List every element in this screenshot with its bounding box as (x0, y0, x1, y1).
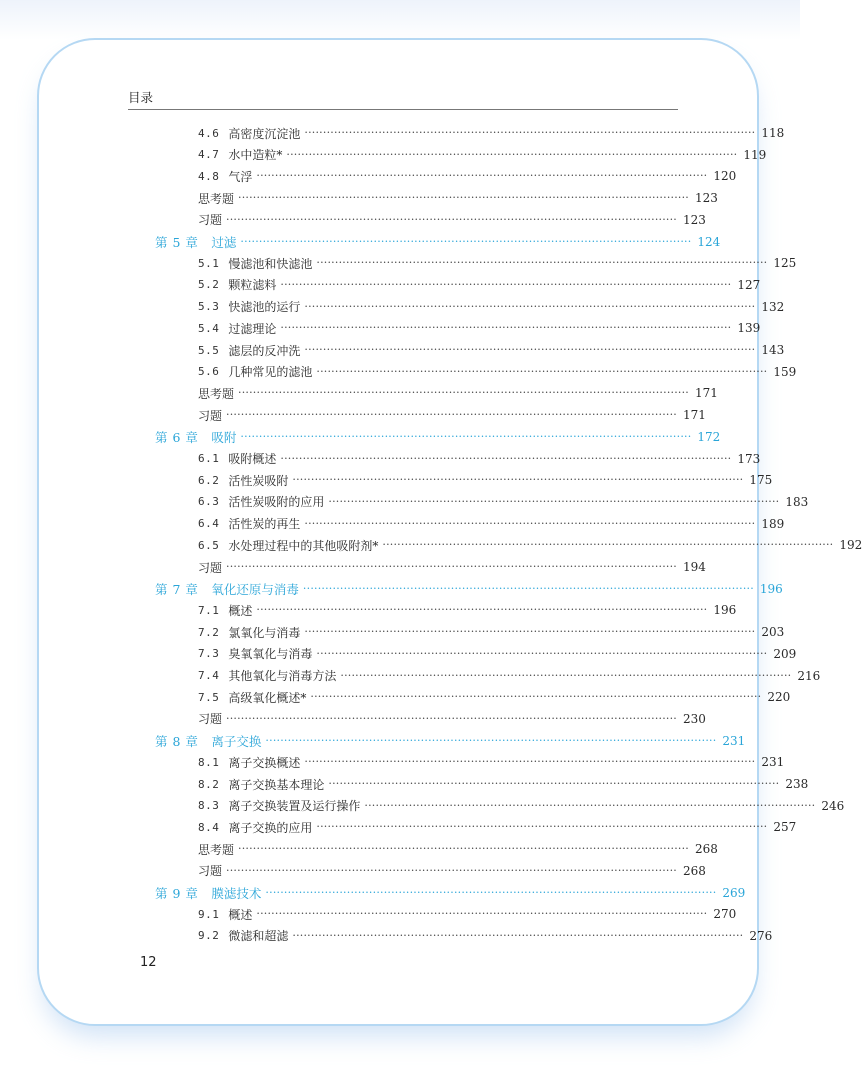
toc-title: 离子交换基本理论 (228, 777, 325, 792)
toc-number: 5.5 (198, 343, 220, 357)
toc-number: 7.2 (198, 625, 220, 639)
toc-page-number: 118 (761, 126, 785, 140)
toc-leader-dots: ·························································································································· (304, 126, 756, 139)
toc-page-number: 276 (749, 928, 773, 943)
toc-title: 离子交换 (211, 733, 262, 749)
toc-leader-dots: ·························································································································· (265, 885, 717, 899)
toc-number: 5.1 (198, 256, 220, 270)
toc-item-entry[interactable] (198, 556, 706, 578)
toc-number: 第 6 章 (155, 429, 199, 445)
toc-number: 4.8 (198, 169, 220, 183)
toc-page-number: 194 (683, 560, 706, 574)
toc-section-entry[interactable] (198, 144, 767, 166)
toc-title: 离子交换概述 (228, 755, 301, 770)
toc-page-number: 209 (773, 646, 797, 661)
toc-title: 离子交换的应用 (228, 820, 313, 835)
toc-page-number: 139 (737, 321, 761, 336)
toc-title: 气浮 (228, 169, 253, 184)
toc-page-number: 269 (722, 885, 746, 900)
toc-chapter-entry[interactable] (155, 882, 746, 904)
toc-page-number: 231 (761, 755, 785, 770)
toc-number: 8.2 (198, 777, 220, 791)
toc-title: 习题 (198, 712, 223, 727)
toc-title: 慢滤池和快滤池 (228, 256, 313, 271)
toc-section-entry[interactable] (198, 469, 773, 491)
toc-title: 习题 (198, 864, 223, 879)
toc-title: 活性炭吸附的应用 (228, 495, 325, 510)
toc-page-number: 183 (785, 494, 809, 509)
toc-number: 第 8 章 (155, 733, 199, 749)
toc-section-entry[interactable] (198, 252, 797, 274)
toc-page-number: 230 (683, 711, 706, 726)
toc-number: 6.2 (198, 473, 220, 487)
toc-leader-dots: ·························································································································· (340, 668, 792, 682)
toc-title: 离子交换装置及运行操作 (228, 799, 361, 814)
toc-section-entry[interactable] (198, 686, 791, 708)
toc-leader-dots: ·························································································································· (256, 907, 708, 921)
toc-number: 6.1 (198, 452, 220, 465)
toc-chapter-entry[interactable] (155, 578, 783, 600)
toc-section-entry[interactable] (198, 903, 737, 925)
toc-title: 氯氧化与消毒 (228, 625, 301, 640)
toc-title: 活性炭吸附 (228, 473, 289, 488)
toc-page-number: 196 (759, 581, 783, 596)
toc-item-entry[interactable] (198, 708, 706, 730)
toc-leader-dots: ·························································································································· (364, 798, 816, 812)
toc-item-entry[interactable] (198, 187, 718, 209)
toc-title: 快滤池的运行 (228, 300, 301, 315)
toc-leader-dots: ·························································································································· (316, 364, 768, 378)
toc-leader-dots: ·························································································································· (316, 820, 768, 834)
toc-page-number: 189 (761, 516, 785, 531)
toc-page-number: 171 (683, 408, 706, 423)
toc-title: 过滤 (211, 234, 237, 250)
toc-page-number: 159 (773, 364, 797, 379)
toc-page-number: 119 (743, 147, 767, 162)
toc-title: 活性炭的再生 (228, 517, 301, 532)
toc-title: 其他氧化与消毒方法 (228, 669, 337, 683)
toc-number: 9.1 (198, 907, 220, 921)
toc-title: 概述 (228, 603, 253, 618)
toc-leader-dots: ·························································································································· (292, 928, 744, 942)
toc-page-number: 123 (683, 212, 706, 227)
toc-item-entry[interactable] (198, 860, 706, 882)
toc-title: 习题 (198, 560, 223, 575)
toc-section-entry[interactable] (198, 665, 821, 687)
toc-leader-dots: ·························································································································· (316, 646, 768, 660)
toc-number: 7.1 (198, 603, 220, 617)
toc-number: 第 9 章 (155, 885, 199, 901)
toc-title: 高密度沉淀池 (228, 126, 301, 141)
toc-section-entry[interactable] (198, 274, 761, 296)
toc-page-number: 143 (761, 343, 785, 357)
toc-number: 7.4 (198, 669, 220, 682)
toc-number: 6.3 (198, 495, 220, 509)
toc-leader-dots: ·························································································································· (304, 299, 756, 313)
toc-section-entry[interactable] (198, 448, 761, 470)
toc-page-number: 257 (773, 820, 797, 835)
toc-leader-dots: ·························································································································· (226, 212, 677, 226)
toc-page-number: 246 (821, 798, 845, 813)
toc-section-entry[interactable] (198, 816, 797, 838)
toc-section-entry[interactable] (198, 165, 737, 187)
toc-number: 6.5 (198, 538, 220, 552)
toc-leader-dots: ·························································································································· (316, 256, 768, 270)
toc-leader-dots: ·························································································································· (304, 625, 756, 639)
toc-section-entry[interactable] (198, 122, 785, 144)
toc-number: 5.3 (198, 300, 220, 314)
toc-leader-dots: ·························································································································· (240, 234, 692, 248)
toc-section-entry[interactable] (198, 534, 862, 556)
toc-leader-dots: ·························································································································· (328, 494, 780, 508)
toc-page-number: 175 (749, 473, 773, 488)
toc-title: 思考题 (198, 191, 235, 206)
toc-page-number: 125 (773, 256, 797, 271)
toc-leader-dots: ·························································································································· (226, 560, 677, 573)
toc-title: 臭氧氧化与消毒 (228, 647, 313, 662)
toc-leader-dots: ·························································································································· (238, 842, 689, 856)
toc-number: 5.4 (198, 321, 220, 335)
toc-title: 习题 (198, 213, 223, 228)
toc-title: 几种常见的滤池 (228, 365, 313, 380)
toc-page-number: 127 (737, 277, 761, 292)
toc-title: 水中造粒* (228, 148, 283, 163)
toc-chapter-entry[interactable] (155, 426, 721, 448)
toc-number: 7.5 (198, 690, 220, 704)
toc-page-number: 171 (695, 386, 718, 401)
toc-page-number: 238 (785, 777, 809, 791)
toc-leader-dots: ·························································································································· (240, 429, 692, 443)
toc-section-entry[interactable] (198, 795, 845, 817)
toc-title: 颗粒滤料 (228, 278, 277, 293)
toc-section-entry[interactable] (198, 643, 797, 665)
toc-leader-dots: ·························································································································· (304, 516, 756, 530)
toc-page-number: 123 (695, 191, 718, 206)
toc-item-entry[interactable] (198, 404, 706, 426)
toc-section-entry[interactable] (198, 751, 785, 773)
toc-section-entry[interactable] (198, 296, 785, 318)
toc-page-number: 124 (697, 234, 721, 249)
toc-number: 4.7 (198, 148, 220, 162)
toc-section-entry[interactable] (198, 513, 785, 535)
toc-title: 滤层的反冲洗 (228, 343, 301, 358)
toc-leader-dots: ·························································································································· (280, 277, 732, 291)
toc-section-entry[interactable] (198, 491, 809, 513)
toc-leader-dots: ·························································································································· (280, 451, 732, 465)
toc-leader-dots: ·························································································································· (238, 386, 689, 400)
toc-leader-dots: ·························································································································· (286, 147, 738, 161)
toc-leader-dots: ·························································································································· (304, 755, 756, 769)
toc-page-number: 268 (695, 842, 718, 857)
toc-section-entry[interactable] (198, 317, 761, 339)
toc-page-number: 196 (713, 603, 737, 618)
toc-page-number: 203 (761, 625, 785, 640)
toc-title: 膜滤技术 (211, 885, 262, 901)
toc-page-number: 192 (839, 538, 862, 553)
toc-leader-dots: ·························································································································· (304, 343, 756, 356)
toc-item-entry[interactable] (198, 209, 706, 231)
toc-number: 8.3 (198, 799, 220, 813)
toc-leader-dots: ·························································································································· (238, 191, 689, 205)
toc-title: 思考题 (198, 386, 235, 401)
toc-leader-dots: ·························································································································· (226, 711, 677, 725)
toc-title: 高级氧化概述* (228, 690, 307, 705)
toc-page-number: 268 (683, 863, 706, 878)
toc-title: 过滤理论 (228, 321, 277, 336)
toc-leader-dots: ·························································································································· (310, 690, 762, 704)
toc-number: 第 7 章 (155, 581, 199, 597)
page-number: 12 (140, 955, 157, 970)
toc-page-number: 172 (697, 429, 721, 444)
toc-section-entry[interactable] (198, 773, 809, 795)
toc-leader-dots: ·························································································································· (226, 863, 677, 877)
toc-leader-dots: ·························································································································· (328, 777, 780, 790)
toc-chapter-entry[interactable] (155, 730, 746, 752)
toc-leader-dots: ·························································································································· (256, 603, 708, 617)
toc-item-entry[interactable] (198, 838, 718, 860)
toc-section-entry[interactable] (198, 339, 785, 361)
toc-title: 吸附 (211, 429, 237, 445)
toc-leader-dots: ·························································································································· (265, 733, 717, 747)
toc-page-number: 120 (713, 169, 737, 184)
toc-title: 氧化还原与消毒 (211, 581, 299, 597)
toc-number: 4.6 (198, 126, 220, 140)
toc-leader-dots: ·························································································································· (280, 321, 732, 335)
toc-leader-dots: ·························································································································· (226, 408, 677, 422)
toc-section-entry[interactable] (198, 925, 773, 947)
toc-number: 第 5 章 (155, 234, 199, 250)
toc-title: 吸附概述 (228, 452, 277, 466)
toc-leader-dots: ·························································································································· (256, 169, 708, 183)
toc-title: 微滤和超滤 (228, 929, 289, 944)
toc-page-number: 231 (722, 733, 746, 748)
toc-item-entry[interactable] (198, 382, 718, 404)
toc-number: 5.2 (198, 278, 220, 292)
toc-title: 习题 (198, 408, 223, 423)
toc-title: 思考题 (198, 842, 235, 857)
toc-section-entry[interactable] (198, 361, 797, 383)
toc-number: 5.6 (198, 365, 220, 379)
toc-section-entry[interactable] (198, 621, 785, 643)
running-header: 目录 (128, 90, 154, 105)
toc-number: 7.3 (198, 647, 220, 661)
toc-number: 9.2 (198, 929, 220, 943)
toc-page-number: 270 (713, 907, 737, 922)
toc-page-number: 220 (767, 690, 791, 705)
toc-title: 水处理过程中的其他吸附剂* (228, 538, 379, 553)
toc-number: 8.4 (198, 820, 220, 834)
toc-leader-dots: ·························································································································· (292, 473, 744, 487)
toc-number: 8.1 (198, 755, 220, 769)
toc-leader-dots: ·························································································································· (382, 538, 834, 552)
toc-page-number: 216 (797, 668, 821, 683)
toc-number: 6.4 (198, 517, 220, 531)
toc-leader-dots: ·························································································································· (302, 581, 754, 595)
toc-title: 概述 (228, 907, 253, 922)
toc-section-entry[interactable] (198, 599, 737, 621)
toc-page-number: 132 (761, 299, 785, 314)
toc-page-number: 173 (737, 451, 761, 466)
toc-chapter-entry[interactable] (155, 231, 721, 253)
